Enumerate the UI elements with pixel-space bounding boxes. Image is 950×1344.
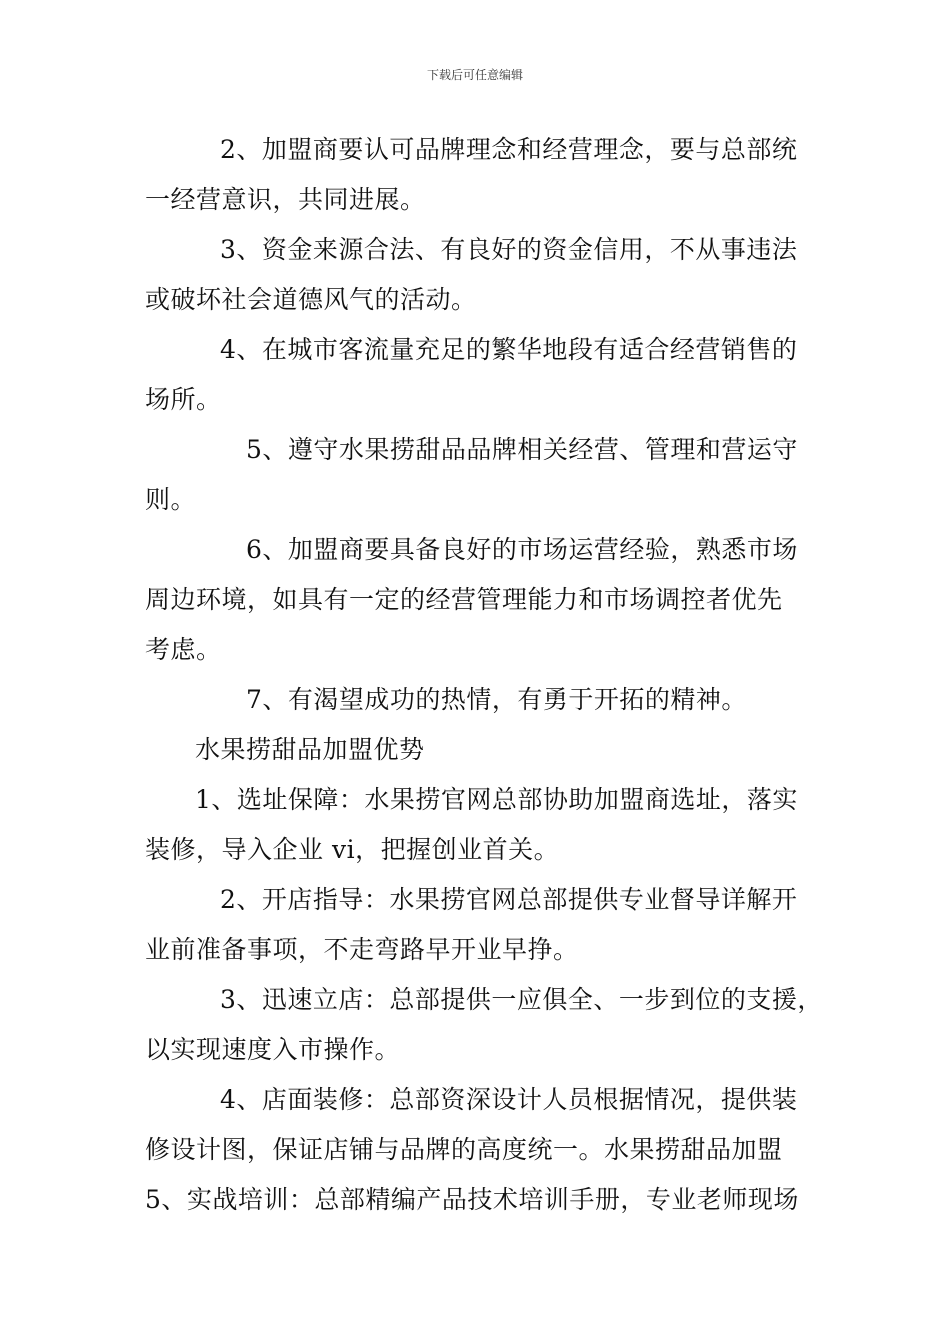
text-line: 7、有渴望成功的热情，有勇于开拓的精神。 bbox=[246, 685, 747, 714]
text-line: 6、加盟商要具备良好的市场运营经验，熟悉市场 bbox=[246, 535, 798, 564]
text-line: 考虑。 bbox=[145, 635, 222, 664]
text-line: 修设计图，保证店铺与品牌的高度统一。水果捞甜品加盟 bbox=[145, 1135, 783, 1164]
text-line: 周边环境，如具有一定的经营管理能力和市场调控者优先 bbox=[145, 585, 783, 614]
text-line: 以实现速度入市操作。 bbox=[145, 1035, 401, 1064]
section-heading: 水果捞甜品加盟优势 bbox=[195, 735, 425, 764]
text-line: 场所。 bbox=[145, 385, 222, 414]
text-line: 业前准备事项，不走弯路早开业早挣。 bbox=[145, 935, 579, 964]
text-line: 4、在城市客流量充足的繁华地段有适合经营销售的 bbox=[220, 335, 798, 364]
text-line: 或破坏社会道德风气的活动。 bbox=[145, 285, 477, 314]
text-line: 装修，导入企业 vi，把握创业首关。 bbox=[145, 835, 560, 864]
text-line: 5、实战培训：总部精编产品技术培训手册，专业老师现场 bbox=[145, 1185, 799, 1214]
text-line: 3、迅速立店：总部提供一应俱全、一步到位的支援， bbox=[220, 985, 823, 1014]
text-line: 2、开店指导：水果捞官网总部提供专业督导详解开 bbox=[220, 885, 798, 914]
text-line: 3、资金来源合法、有良好的资金信用，不从事违法 bbox=[220, 235, 798, 264]
text-line: 一经营意识，共同进展。 bbox=[145, 185, 426, 214]
text-line: 5、遵守水果捞甜品品牌相关经营、管理和营运守 bbox=[246, 435, 798, 464]
text-line: 则。 bbox=[145, 485, 197, 514]
page-header: 下载后可任意编辑 bbox=[426, 68, 523, 82]
text-line: 1、选址保障：水果捞官网总部协助加盟商选址，落实 bbox=[195, 785, 798, 814]
text-line: 4、店面装修：总部资深设计人员根据情况，提供装 bbox=[220, 1085, 798, 1114]
text-line: 2、加盟商要认可品牌理念和经营理念，要与总部统 bbox=[220, 135, 798, 164]
